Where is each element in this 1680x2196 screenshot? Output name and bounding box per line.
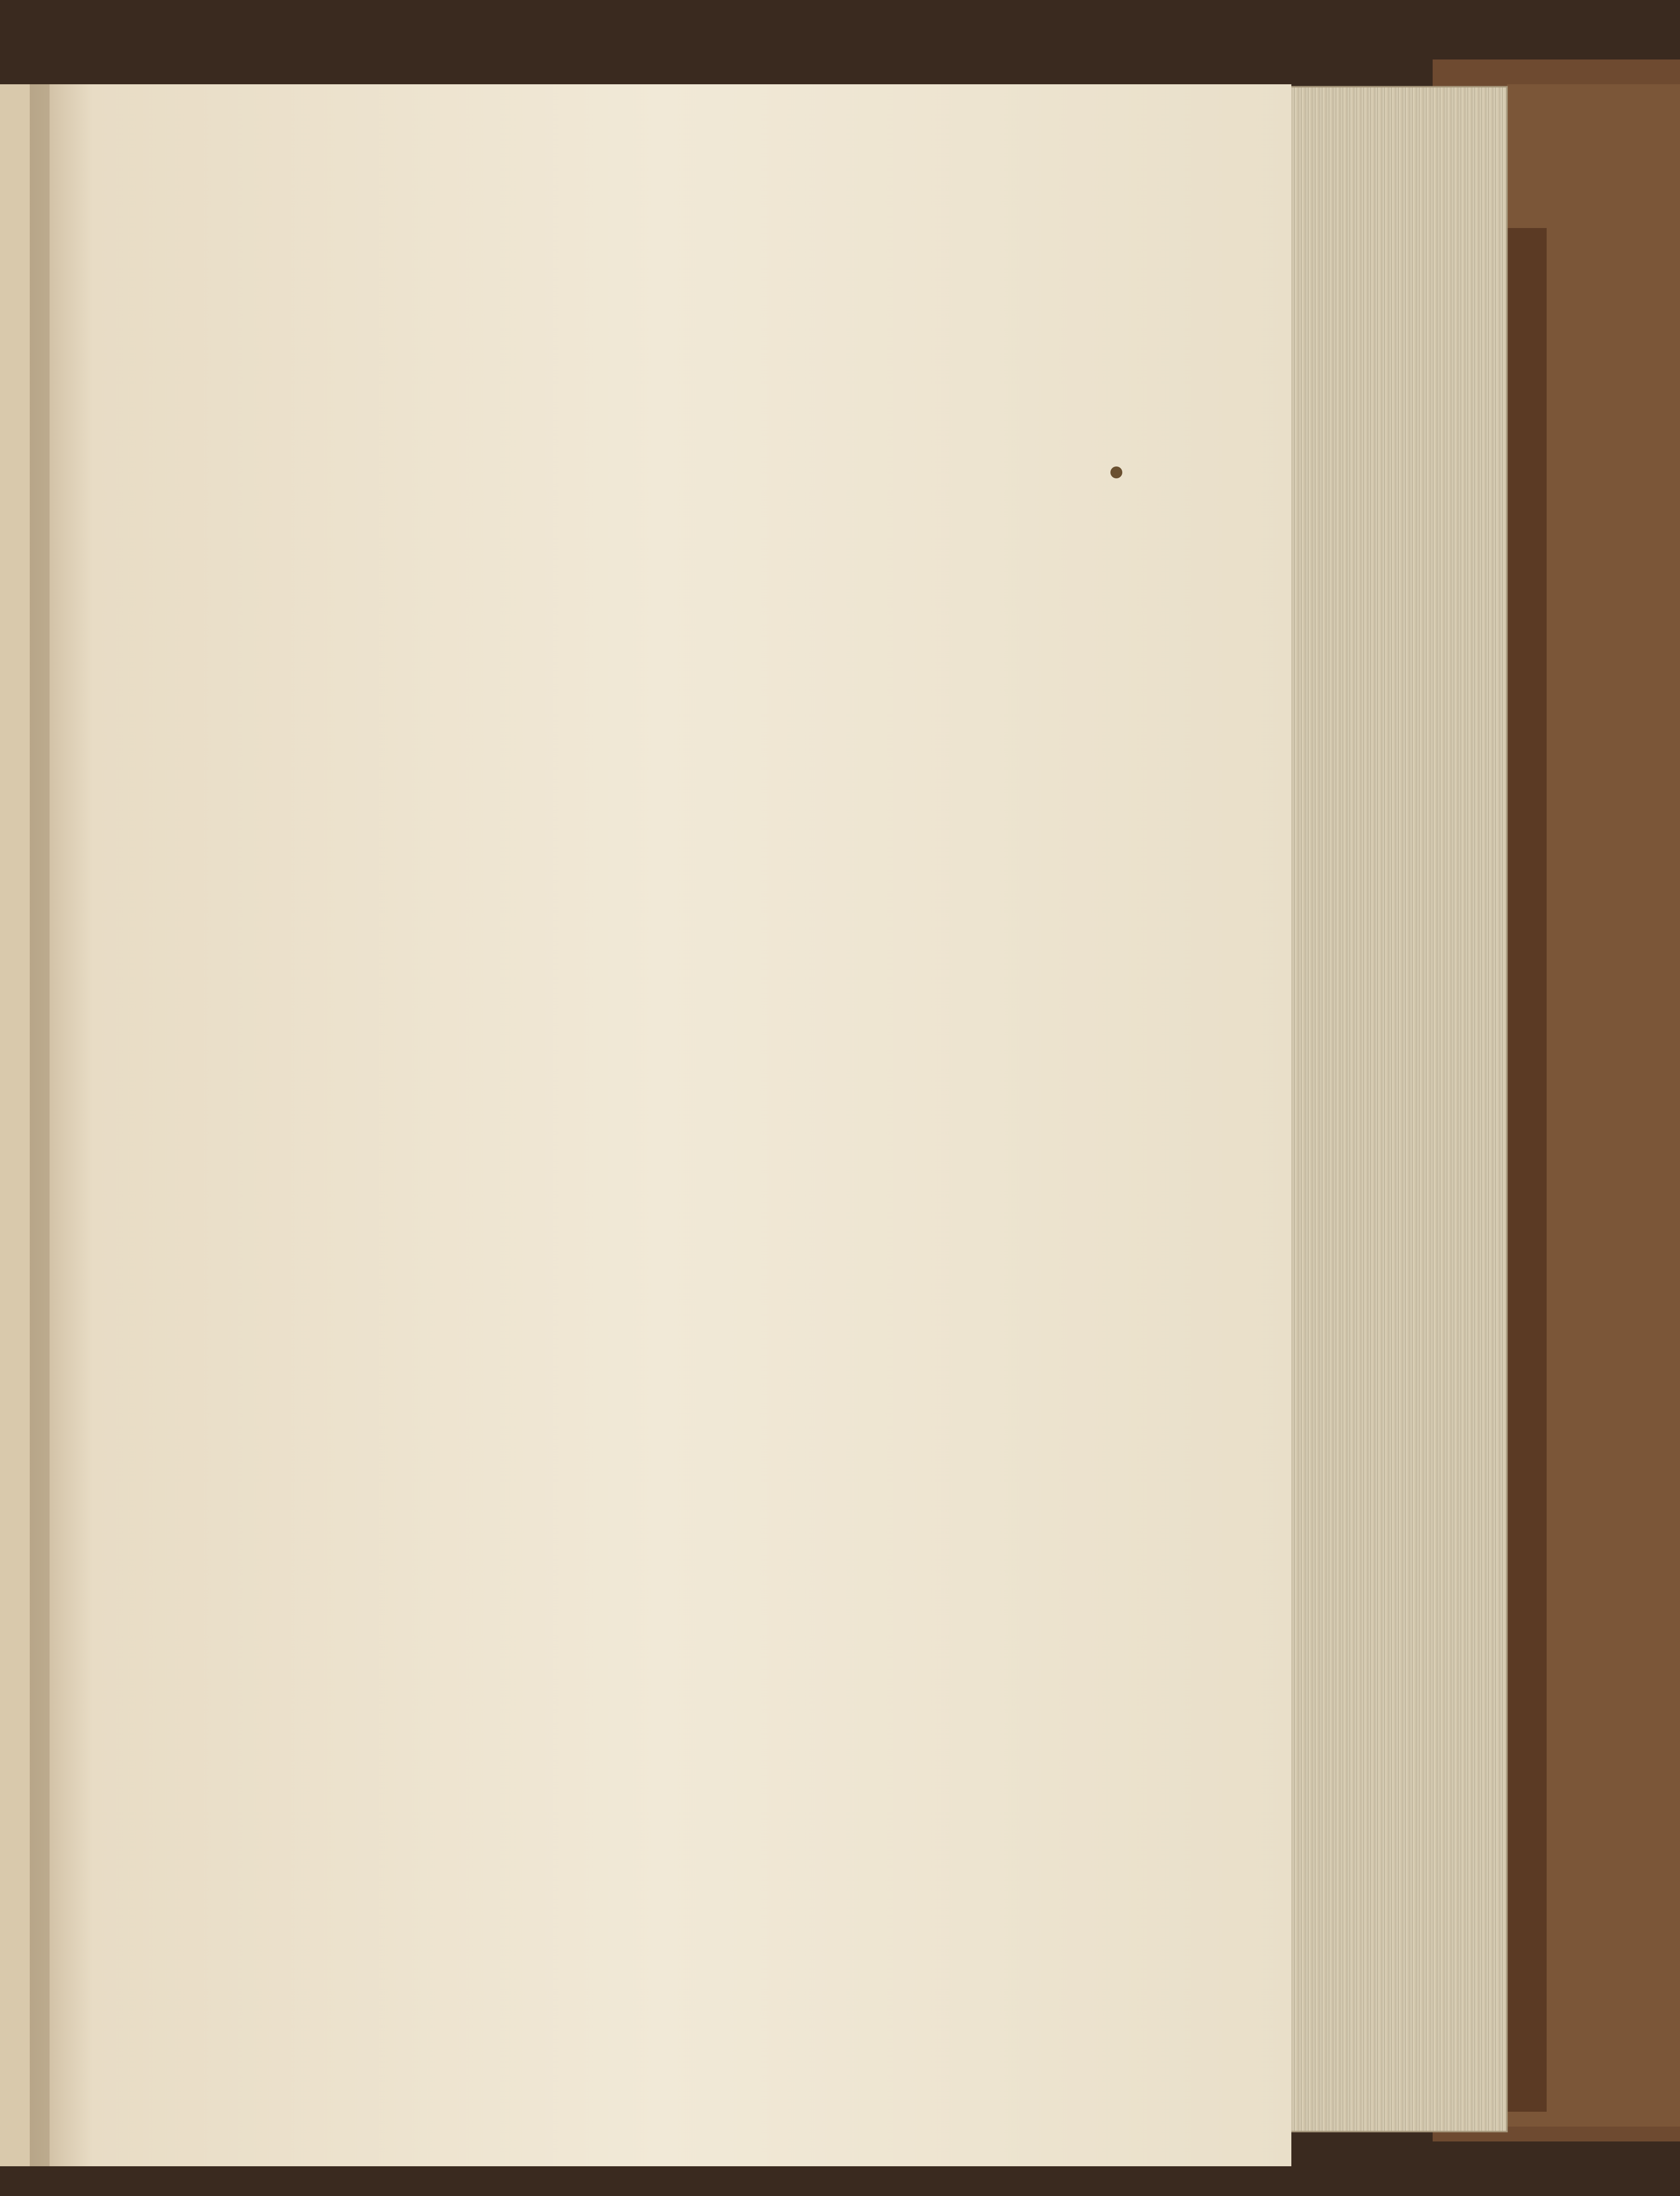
book-page [30,84,1289,2166]
